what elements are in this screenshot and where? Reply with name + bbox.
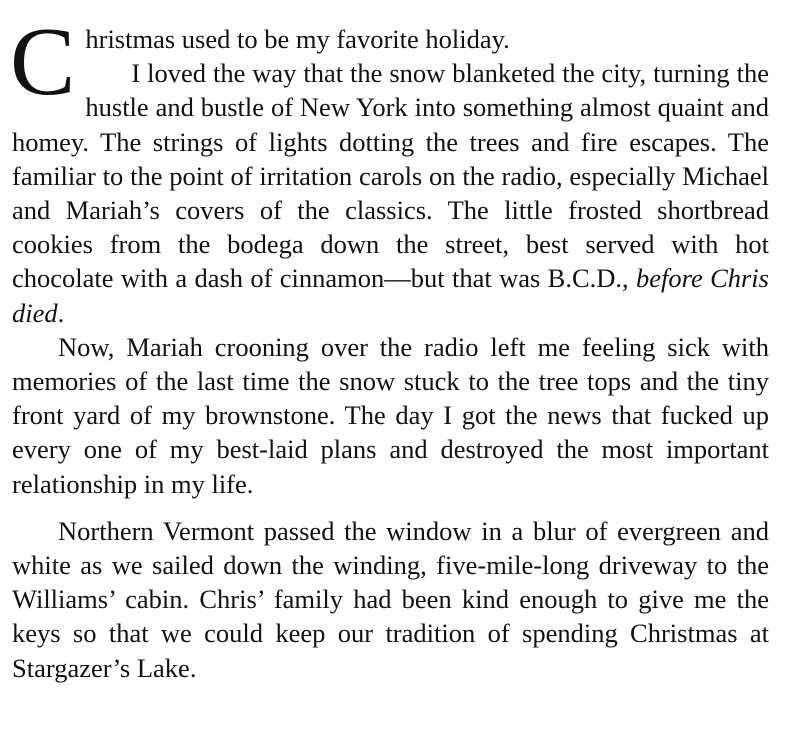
paragraph-1-text: I loved the way that the snow blanketed the city, turning the hustle and bustle of New York into something almost quaint and homey. The strings of lights dotting the trees and fire escapes. The familiar to the point of irritation carols on the radio, especially Michael and Mariah’s covers of the classics. The little frosted shortbread cookies from the bodega down the street, best served with hot chocolate with a dash of cinnamon—but that was B.C.D.,: [12, 58, 769, 294]
paragraph-3: Northern Vermont passed the window in a blur of evergreen and white as we sailed down the winding, five-mile-long driveway to the Williams’ cabin. Chris’ family had been kind enough to give me the keys so that we could keep our tradition of spending Christmas at Stargazer’s Lake.: [12, 515, 769, 683]
drop-cap: C: [10, 8, 76, 116]
opening-section: [10, 8, 769, 330]
opening-line: hristmas used to be my favorite holiday.: [85, 24, 510, 54]
paragraph-2: Now, Mariah crooning over the radio left me feeling sick with memories of the last time the snow stuck to the tree tops and the tiny front yard of my brownstone. The day I got the news that fucked up every one of my best-laid plans and destroyed the most important relationship in my life.: [12, 331, 769, 499]
paragraph-1-italic: before Chris died: [12, 263, 769, 328]
document-body: [10, 8, 769, 685]
paragraph-1: [12, 56, 769, 330]
paragraph-1-end: .: [57, 297, 65, 328]
